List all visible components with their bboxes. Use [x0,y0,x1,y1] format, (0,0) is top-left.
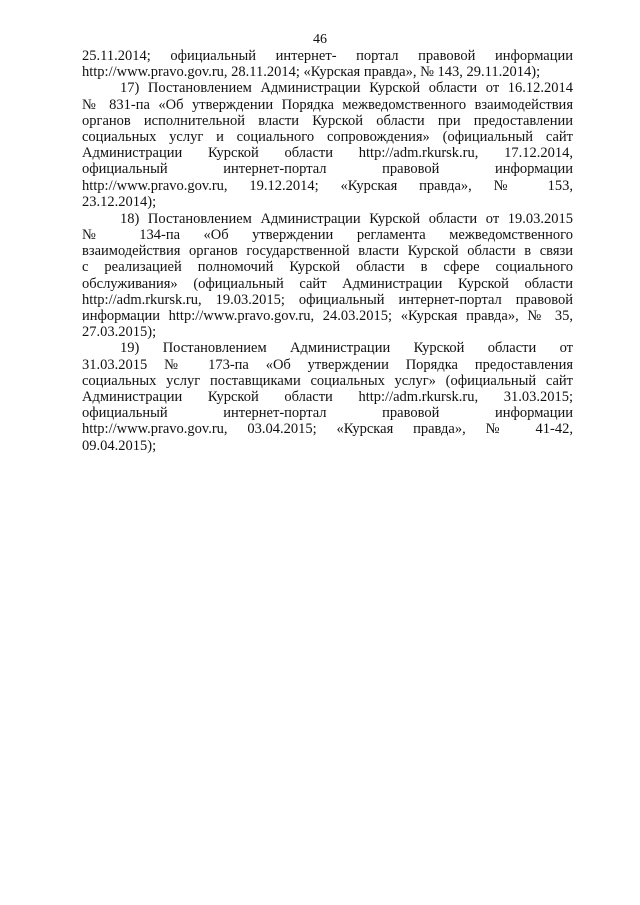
text-line: 09.04.2015); [82,437,157,454]
text-line: http://www.pravo.gov.ru, 28.11.2014; «Курская правда», № 143, 29.11.2014); [82,64,541,81]
text-line: 19) Постановлением Администрации Курской области от [120,340,573,357]
text-line: официальный интернет-портал правовой информации [82,405,573,422]
paragraph-item-18 [82,211,573,341]
text-line: 18) Постановлением Администрации Курской области от 19.03.2015 [120,210,573,227]
text-line: 25.11.2014; официальный интернет- портал правовой информации [82,48,573,64]
paragraph-item-19 [82,340,573,453]
text-line: информации http://www.pravo.gov.ru, 24.03.2015; «Курская правда», № 35, [82,308,573,324]
text-line: http://www.pravo.gov.ru, 19.12.2014; «Курская правда», № 153, [82,177,573,194]
text-line: взаимодействия органов государственной власти Курской области в связи [82,243,573,260]
text-line: № 831-па «Об утверждении Порядка межведомственного взаимодействия [82,96,573,113]
text-line: № 134-па «Об утверждении регламента межведомственного [82,227,573,244]
text-line: Администрации Курской области http://adm.rkursk.ru, 31.03.2015; [82,388,573,405]
text-line: официальный интернет-портал правовой информации [82,161,573,178]
text-line: органов исполнительной власти Курской области при предоставлении [82,112,573,129]
text-line: 31.03.2015 № 173-па «Об утверждении Порядка предоставления [82,356,573,373]
page-number: 46 [313,32,327,47]
text-line: социальных услуг и социального сопровождения» (официальный сайт [82,128,573,145]
text-line: 27.03.2015); [82,324,157,341]
text-line: социальных услуг поставщиками социальных услуг» (официальный сайт [82,372,573,389]
paragraph-continuation [82,48,573,80]
text-line: http://www.pravo.gov.ru, 03.04.2015; «Курская правда», № 41-42, [82,421,573,438]
text-line: с реализацией полномочий Курской области в сфере социального [82,259,573,276]
text-line: http://adm.rkursk.ru, 19.03.2015; официальный интернет-портал правовой [82,291,573,308]
text-line: 17) Постановлением Администрации Курской области от 16.12.2014 [120,80,573,97]
text-line: Администрации Курской области http://adm.rkursk.ru, 17.12.2014, [82,145,573,162]
paragraph-item-17 [82,80,573,210]
text-line: 23.12.2014); [82,193,157,210]
document-text [82,48,573,454]
text-line: обслуживания» (официальный сайт Администрации Курской области [82,275,573,292]
